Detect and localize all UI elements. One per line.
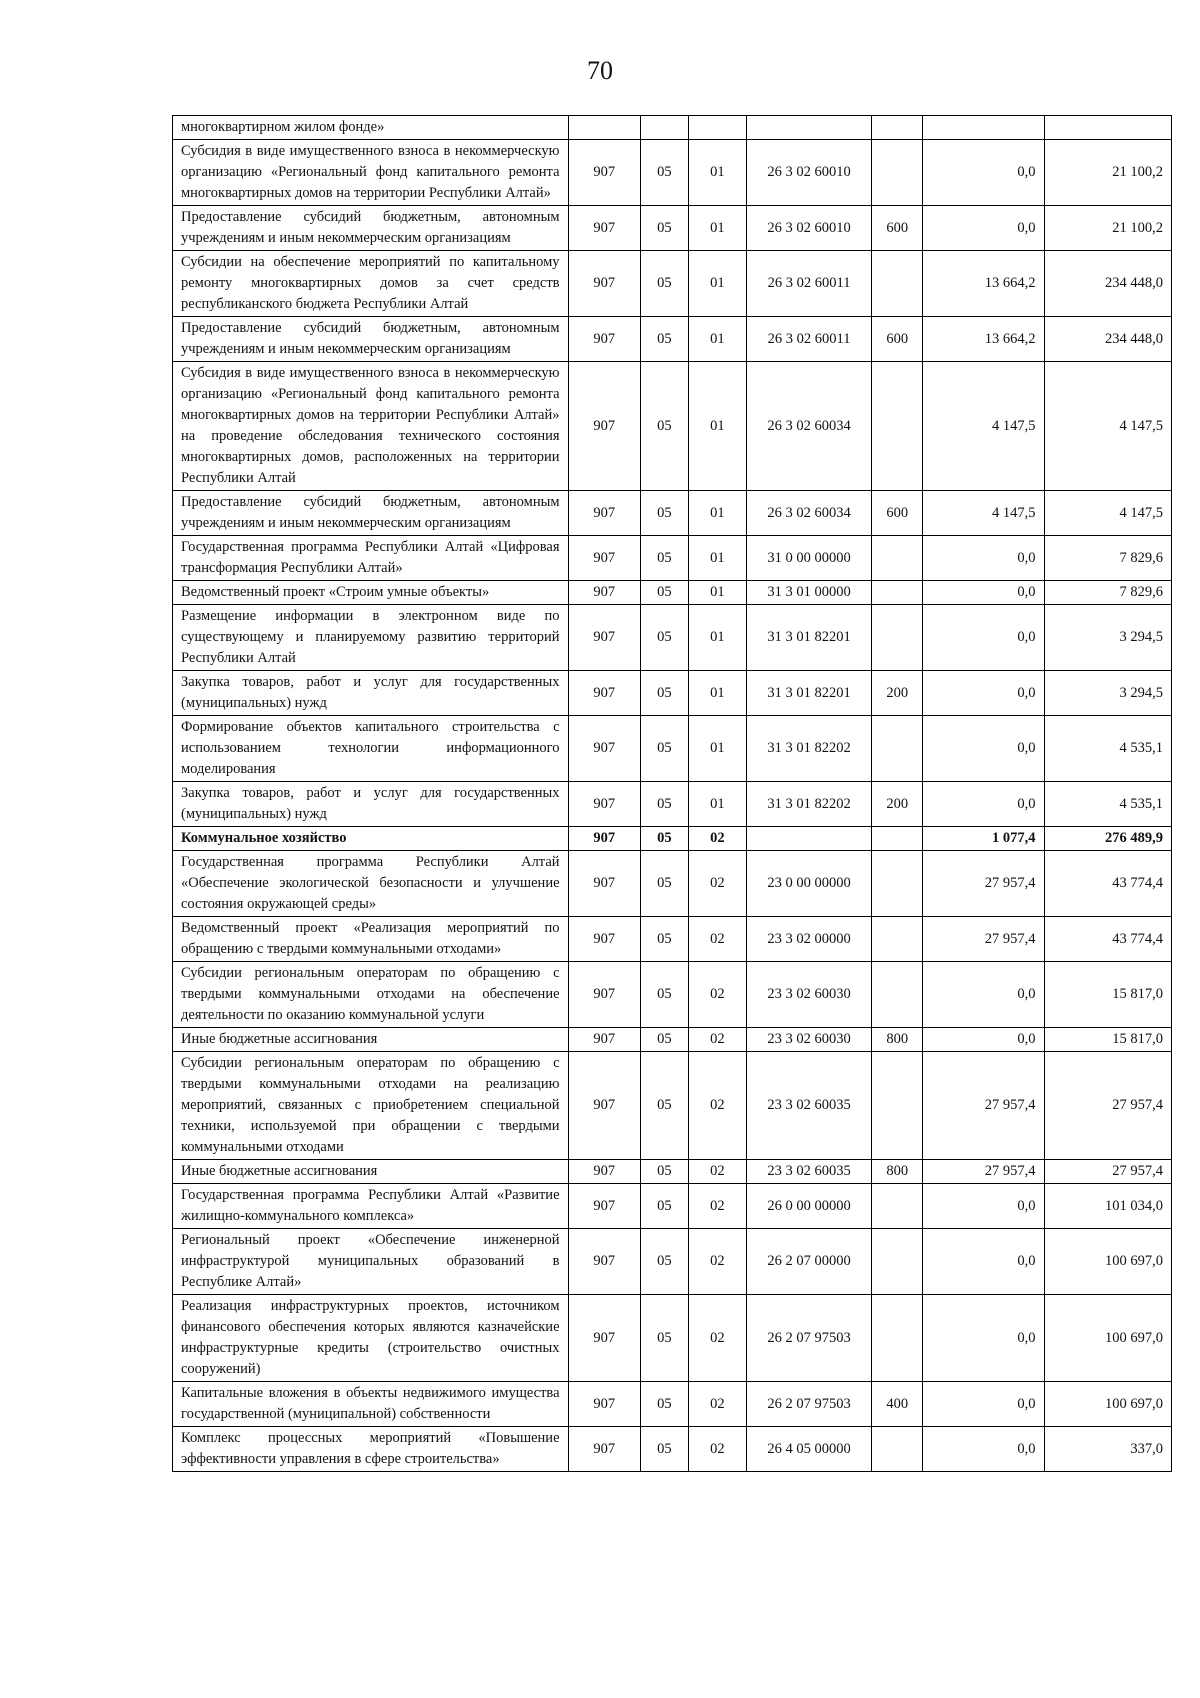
cell-amount-2: 43 774,4: [1044, 917, 1171, 962]
cell-expense-type: [872, 917, 923, 962]
cell-section: 05: [640, 251, 688, 317]
cell-expense-type: [872, 851, 923, 917]
cell-amount-2: 4 147,5: [1044, 362, 1171, 491]
cell-amount-2: 3 294,5: [1044, 671, 1171, 716]
cell-name: Субсидии на обеспечение мероприятий по капитальному ремонту многоквартирных домов за счет средств республиканского бюджета Республики Алтай: [173, 251, 569, 317]
cell-amount-1: 0,0: [923, 536, 1044, 581]
cell-subsection: 01: [688, 782, 746, 827]
cell-grbs: [568, 116, 640, 140]
cell-grbs: 907: [568, 581, 640, 605]
cell-section: 05: [640, 1427, 688, 1472]
cell-amount-2: 337,0: [1044, 1427, 1171, 1472]
cell-grbs: 907: [568, 1427, 640, 1472]
cell-section: 05: [640, 1184, 688, 1229]
cell-expense-type: [872, 1427, 923, 1472]
cell-grbs: 907: [568, 140, 640, 206]
cell-section: 05: [640, 851, 688, 917]
cell-expense-type: 200: [872, 671, 923, 716]
cell-subsection: 01: [688, 140, 746, 206]
cell-grbs: 907: [568, 1028, 640, 1052]
cell-expense-type: 600: [872, 317, 923, 362]
budget-table: [172, 115, 1172, 1472]
cell-subsection: 01: [688, 317, 746, 362]
cell-grbs: 907: [568, 605, 640, 671]
cell-amount-2: 43 774,4: [1044, 851, 1171, 917]
cell-amount-2: 7 829,6: [1044, 536, 1171, 581]
cell-target-article: [746, 116, 871, 140]
cell-grbs: 907: [568, 671, 640, 716]
cell-expense-type: 400: [872, 1382, 923, 1427]
table-row: [173, 1229, 1172, 1295]
cell-section: 05: [640, 362, 688, 491]
cell-name: Субсидии региональным операторам по обращению с твердыми коммунальными отходами на реализацию мероприятий, связанных с приобретением специальной техники, используемой при обращении с твердыми коммунальными отходами: [173, 1052, 569, 1160]
cell-name: Государственная программа Республики Алтай «Обеспечение экологической безопасности и улучшение состояния окружающей среды»: [173, 851, 569, 917]
cell-target-article: 23 3 02 60035: [746, 1052, 871, 1160]
cell-amount-1: 27 957,4: [923, 1052, 1044, 1160]
cell-target-article: 26 4 05 00000: [746, 1427, 871, 1472]
cell-amount-1: 4 147,5: [923, 362, 1044, 491]
cell-grbs: 907: [568, 1052, 640, 1160]
cell-target-article: 23 3 02 60035: [746, 1160, 871, 1184]
cell-amount-1: 0,0: [923, 1382, 1044, 1427]
cell-amount-2: 21 100,2: [1044, 206, 1171, 251]
cell-amount-2: 15 817,0: [1044, 962, 1171, 1028]
cell-subsection: 01: [688, 206, 746, 251]
cell-grbs: 907: [568, 962, 640, 1028]
cell-amount-2: 4 535,1: [1044, 716, 1171, 782]
cell-section: 05: [640, 1295, 688, 1382]
cell-amount-1: 4 147,5: [923, 491, 1044, 536]
cell-section: 05: [640, 491, 688, 536]
cell-target-article: 31 3 01 82201: [746, 605, 871, 671]
cell-expense-type: [872, 581, 923, 605]
table-row: [173, 1052, 1172, 1160]
cell-name: Предоставление субсидий бюджетным, автономным учреждениям и иным некоммерческим организациям: [173, 491, 569, 536]
cell-section: 05: [640, 962, 688, 1028]
cell-target-article: 26 3 02 60010: [746, 140, 871, 206]
cell-grbs: 907: [568, 716, 640, 782]
cell-amount-1: 0,0: [923, 782, 1044, 827]
cell-amount-1: 13 664,2: [923, 251, 1044, 317]
table-row: [173, 536, 1172, 581]
cell-section: 05: [640, 1052, 688, 1160]
cell-target-article: 26 3 02 60011: [746, 251, 871, 317]
table-row: [173, 317, 1172, 362]
cell-subsection: 02: [688, 1052, 746, 1160]
cell-grbs: 907: [568, 1160, 640, 1184]
table-row: [173, 362, 1172, 491]
cell-name: Ведомственный проект «Реализация мероприятий по обращению с твердыми коммунальными отходами»: [173, 917, 569, 962]
cell-grbs: 907: [568, 1184, 640, 1229]
cell-expense-type: [872, 362, 923, 491]
cell-expense-type: 800: [872, 1028, 923, 1052]
cell-name: Комплекс процессных мероприятий «Повышение эффективности управления в сфере строительства»: [173, 1427, 569, 1472]
cell-amount-2: 276 489,9: [1044, 827, 1171, 851]
cell-amount-2: 101 034,0: [1044, 1184, 1171, 1229]
cell-subsection: 02: [688, 827, 746, 851]
cell-amount-1: 0,0: [923, 716, 1044, 782]
cell-grbs: 907: [568, 851, 640, 917]
cell-grbs: 907: [568, 917, 640, 962]
cell-grbs: 907: [568, 1295, 640, 1382]
cell-subsection: 01: [688, 536, 746, 581]
cell-target-article: 23 0 00 00000: [746, 851, 871, 917]
cell-amount-1: 1 077,4: [923, 827, 1044, 851]
cell-section: [640, 116, 688, 140]
cell-target-article: 26 0 00 00000: [746, 1184, 871, 1229]
table-body: [173, 116, 1172, 1472]
cell-name: Государственная программа Республики Алтай «Развитие жилищно-коммунального комплекса»: [173, 1184, 569, 1229]
cell-amount-1: 0,0: [923, 671, 1044, 716]
cell-amount-2: 27 957,4: [1044, 1160, 1171, 1184]
table-row: [173, 1028, 1172, 1052]
cell-target-article: 31 3 01 82202: [746, 782, 871, 827]
cell-expense-type: [872, 1184, 923, 1229]
cell-target-article: 23 3 02 00000: [746, 917, 871, 962]
cell-section: 05: [640, 827, 688, 851]
cell-amount-2: 3 294,5: [1044, 605, 1171, 671]
page-number: 70: [587, 56, 613, 85]
cell-subsection: 02: [688, 917, 746, 962]
table-row: [173, 827, 1172, 851]
table-row: [173, 1184, 1172, 1229]
table-row: [173, 851, 1172, 917]
cell-name: Субсидия в виде имущественного взноса в некоммерческую организацию «Региональный фонд капитального ремонта многоквартирных домов на территории Республики Алтай» на проведение обследования технического состояния многоквартирных домов, расположенных на территории Республики Алтай: [173, 362, 569, 491]
cell-amount-2: 100 697,0: [1044, 1295, 1171, 1382]
cell-target-article: 23 3 02 60030: [746, 962, 871, 1028]
cell-name: Реализация инфраструктурных проектов, источником финансового обеспечения которых являются казначейские инфраструктурные кредиты (строительство очистных сооружений): [173, 1295, 569, 1382]
cell-name: Региональный проект «Обеспечение инженерной инфраструктурой муниципальных образований в Республике Алтай»: [173, 1229, 569, 1295]
cell-target-article: 26 2 07 00000: [746, 1229, 871, 1295]
cell-target-article: 26 2 07 97503: [746, 1295, 871, 1382]
cell-section: 05: [640, 581, 688, 605]
cell-amount-1: 0,0: [923, 1184, 1044, 1229]
cell-name: Закупка товаров, работ и услуг для государственных (муниципальных) нужд: [173, 782, 569, 827]
cell-section: 05: [640, 206, 688, 251]
cell-expense-type: [872, 116, 923, 140]
cell-subsection: 02: [688, 1028, 746, 1052]
cell-amount-1: 27 957,4: [923, 917, 1044, 962]
cell-section: 05: [640, 1229, 688, 1295]
cell-target-article: [746, 827, 871, 851]
cell-amount-1: 0,0: [923, 140, 1044, 206]
table-row: [173, 1382, 1172, 1427]
cell-subsection: 01: [688, 491, 746, 536]
table-row: [173, 1427, 1172, 1472]
cell-amount-1: 0,0: [923, 1427, 1044, 1472]
cell-amount-1: 27 957,4: [923, 851, 1044, 917]
cell-amount-2: 15 817,0: [1044, 1028, 1171, 1052]
cell-subsection: 01: [688, 251, 746, 317]
cell-section: 05: [640, 317, 688, 362]
cell-amount-2: 234 448,0: [1044, 317, 1171, 362]
cell-amount-2: 4 535,1: [1044, 782, 1171, 827]
cell-target-article: 31 3 01 82201: [746, 671, 871, 716]
cell-name: Предоставление субсидий бюджетным, автономным учреждениям и иным некоммерческим организациям: [173, 317, 569, 362]
cell-name: Иные бюджетные ассигнования: [173, 1028, 569, 1052]
cell-grbs: 907: [568, 1229, 640, 1295]
cell-amount-1: [923, 116, 1044, 140]
cell-subsection: 01: [688, 671, 746, 716]
cell-name: Субсидия в виде имущественного взноса в некоммерческую организацию «Региональный фонд капитального ремонта многоквартирных домов на территории Республики Алтай»: [173, 140, 569, 206]
cell-amount-2: 27 957,4: [1044, 1052, 1171, 1160]
cell-target-article: 26 3 02 60034: [746, 491, 871, 536]
cell-grbs: 907: [568, 782, 640, 827]
cell-section: 05: [640, 1028, 688, 1052]
cell-expense-type: [872, 962, 923, 1028]
cell-expense-type: [872, 716, 923, 782]
cell-target-article: 26 3 02 60010: [746, 206, 871, 251]
cell-amount-1: 0,0: [923, 581, 1044, 605]
cell-name: Капитальные вложения в объекты недвижимого имущества государственной (муниципальной) собственности: [173, 1382, 569, 1427]
cell-target-article: 26 3 02 60011: [746, 317, 871, 362]
cell-name: Коммунальное хозяйство: [173, 827, 569, 851]
table-row: [173, 917, 1172, 962]
cell-amount-2: 4 147,5: [1044, 491, 1171, 536]
cell-subsection: 02: [688, 1184, 746, 1229]
cell-subsection: 02: [688, 1427, 746, 1472]
cell-grbs: 907: [568, 491, 640, 536]
cell-expense-type: [872, 140, 923, 206]
cell-name: Иные бюджетные ассигнования: [173, 1160, 569, 1184]
cell-section: 05: [640, 605, 688, 671]
cell-expense-type: 600: [872, 491, 923, 536]
cell-amount-1: 27 957,4: [923, 1160, 1044, 1184]
cell-grbs: 907: [568, 251, 640, 317]
cell-expense-type: [872, 1052, 923, 1160]
table-row: [173, 962, 1172, 1028]
cell-amount-1: 0,0: [923, 1229, 1044, 1295]
cell-amount-2: 100 697,0: [1044, 1382, 1171, 1427]
cell-subsection: 02: [688, 851, 746, 917]
cell-expense-type: [872, 1229, 923, 1295]
table-row: [173, 116, 1172, 140]
cell-section: 05: [640, 140, 688, 206]
cell-section: 05: [640, 671, 688, 716]
cell-grbs: 907: [568, 827, 640, 851]
cell-expense-type: [872, 251, 923, 317]
cell-target-article: 31 3 01 82202: [746, 716, 871, 782]
cell-name: Размещение информации в электронном виде по существующему и планируемому развитию территорий Республики Алтай: [173, 605, 569, 671]
cell-subsection: 02: [688, 1229, 746, 1295]
cell-target-article: 31 3 01 00000: [746, 581, 871, 605]
cell-section: 05: [640, 716, 688, 782]
cell-grbs: 907: [568, 1382, 640, 1427]
cell-target-article: 26 3 02 60034: [746, 362, 871, 491]
cell-section: 05: [640, 917, 688, 962]
table-row: [173, 1160, 1172, 1184]
table-row: [173, 716, 1172, 782]
table-row: [173, 782, 1172, 827]
cell-name: Формирование объектов капитального строительства с использованием технологии информационного моделирования: [173, 716, 569, 782]
cell-target-article: 26 2 07 97503: [746, 1382, 871, 1427]
cell-name: Ведомственный проект «Строим умные объекты»: [173, 581, 569, 605]
cell-subsection: 01: [688, 362, 746, 491]
cell-target-article: 23 3 02 60030: [746, 1028, 871, 1052]
cell-amount-2: 100 697,0: [1044, 1229, 1171, 1295]
table-row: [173, 251, 1172, 317]
cell-amount-1: 0,0: [923, 1028, 1044, 1052]
table-row: [173, 581, 1172, 605]
cell-target-article: 31 0 00 00000: [746, 536, 871, 581]
cell-amount-2: [1044, 116, 1171, 140]
table-row: [173, 206, 1172, 251]
table-row: [173, 140, 1172, 206]
cell-grbs: 907: [568, 317, 640, 362]
table-row: [173, 491, 1172, 536]
cell-name: Субсидии региональным операторам по обращению с твердыми коммунальными отходами на обеспечение деятельности по оказанию коммунальной услуги: [173, 962, 569, 1028]
cell-amount-1: 0,0: [923, 605, 1044, 671]
table-row: [173, 1295, 1172, 1382]
cell-expense-type: [872, 1295, 923, 1382]
cell-section: 05: [640, 1160, 688, 1184]
cell-name: многоквартирном жилом фонде»: [173, 116, 569, 140]
cell-amount-2: 234 448,0: [1044, 251, 1171, 317]
cell-amount-1: 0,0: [923, 962, 1044, 1028]
cell-grbs: 907: [568, 362, 640, 491]
cell-name: Государственная программа Республики Алтай «Цифровая трансформация Республики Алтай»: [173, 536, 569, 581]
cell-subsection: 01: [688, 581, 746, 605]
cell-amount-1: 13 664,2: [923, 317, 1044, 362]
table-row: [173, 671, 1172, 716]
cell-subsection: 02: [688, 1160, 746, 1184]
cell-subsection: [688, 116, 746, 140]
cell-amount-2: 7 829,6: [1044, 581, 1171, 605]
cell-amount-2: 21 100,2: [1044, 140, 1171, 206]
cell-section: 05: [640, 536, 688, 581]
cell-grbs: 907: [568, 206, 640, 251]
cell-expense-type: [872, 536, 923, 581]
cell-expense-type: [872, 605, 923, 671]
cell-section: 05: [640, 1382, 688, 1427]
cell-name: Предоставление субсидий бюджетным, автономным учреждениям и иным некоммерческим организациям: [173, 206, 569, 251]
cell-expense-type: [872, 827, 923, 851]
cell-subsection: 02: [688, 962, 746, 1028]
cell-amount-1: 0,0: [923, 1295, 1044, 1382]
cell-expense-type: 600: [872, 206, 923, 251]
cell-subsection: 01: [688, 605, 746, 671]
cell-subsection: 02: [688, 1295, 746, 1382]
cell-subsection: 02: [688, 1382, 746, 1427]
cell-name: Закупка товаров, работ и услуг для государственных (муниципальных) нужд: [173, 671, 569, 716]
cell-expense-type: 200: [872, 782, 923, 827]
cell-grbs: 907: [568, 536, 640, 581]
cell-expense-type: 800: [872, 1160, 923, 1184]
table-row: [173, 605, 1172, 671]
cell-amount-1: 0,0: [923, 206, 1044, 251]
cell-subsection: 01: [688, 716, 746, 782]
cell-section: 05: [640, 782, 688, 827]
